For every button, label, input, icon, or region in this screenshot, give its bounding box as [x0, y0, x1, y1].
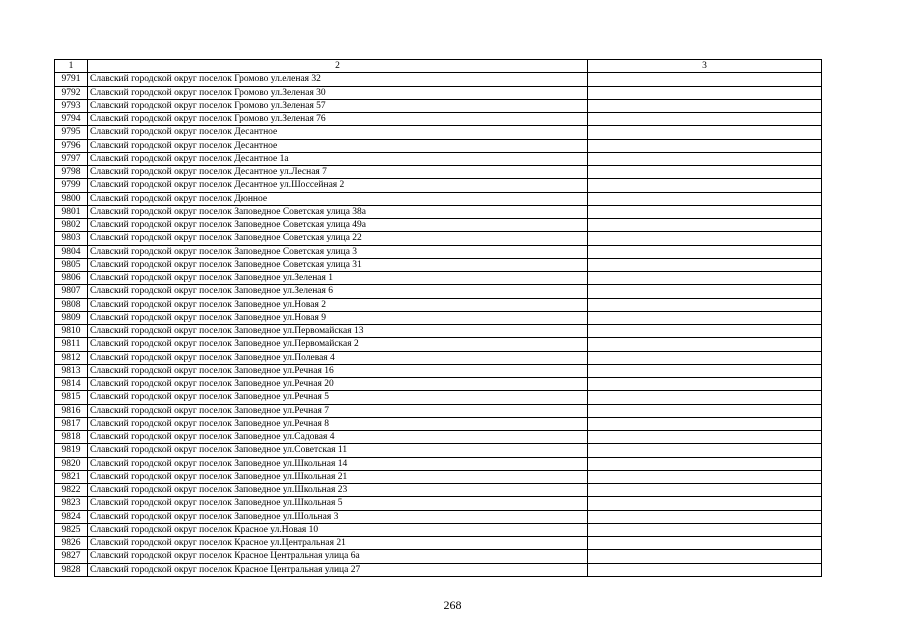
row-number-cell: 9809: [55, 311, 88, 324]
table-row: [55, 86, 822, 99]
address-cell: Славский городской округ поселок Заповедное Советская улица 22: [88, 232, 588, 245]
address-cell: Славский городской округ поселок Громово ул.еленая 32: [88, 73, 588, 86]
note-cell: [588, 391, 822, 404]
address-cell: Славский городской округ поселок Заповедное ул.Школьная 14: [88, 457, 588, 470]
table-row: [55, 523, 822, 536]
table-row: [55, 126, 822, 139]
row-number-cell: 9813: [55, 364, 88, 377]
note-cell: [588, 285, 822, 298]
note-cell: [588, 444, 822, 457]
note-cell: [588, 311, 822, 324]
table-row: [55, 205, 822, 218]
table-row: [55, 272, 822, 285]
address-cell: Славский городской округ поселок Заповедное ул.Зеленая 6: [88, 285, 588, 298]
note-cell: [588, 126, 822, 139]
address-cell: Славский городской округ поселок Десантное ул.Шоссейная 2: [88, 179, 588, 192]
note-cell: [588, 378, 822, 391]
row-number-cell: 9820: [55, 457, 88, 470]
address-cell: Славский городской округ поселок Заповедное ул.Речная 5: [88, 391, 588, 404]
table-body: [55, 60, 822, 577]
address-cell: Славский городской округ поселок Заповедное ул.Советская 11: [88, 444, 588, 457]
table-row: [55, 470, 822, 483]
row-number-cell: 9824: [55, 510, 88, 523]
address-cell: Славский городской округ поселок Красное Центральная улица 27: [88, 563, 588, 576]
note-cell: [588, 417, 822, 430]
table-row: [55, 391, 822, 404]
row-number-cell: 9799: [55, 179, 88, 192]
row-number-cell: 9791: [55, 73, 88, 86]
note-cell: [588, 298, 822, 311]
note-cell: [588, 338, 822, 351]
note-cell: [588, 192, 822, 205]
table-row: [55, 338, 822, 351]
table-row: [55, 497, 822, 510]
address-cell: Славский городской округ поселок Красное ул.Центральная 21: [88, 537, 588, 550]
note-cell: [588, 325, 822, 338]
address-cell: Славский городской округ поселок Заповедное ул.Школьная 21: [88, 470, 588, 483]
note-cell: [588, 219, 822, 232]
note-cell: [588, 272, 822, 285]
table-row: [55, 417, 822, 430]
table-row: [55, 179, 822, 192]
row-number-cell: 9816: [55, 404, 88, 417]
row-number-cell: 9801: [55, 205, 88, 218]
address-cell: Славский городской округ поселок Десантное ул.Лесная 7: [88, 166, 588, 179]
table-row: [55, 311, 822, 324]
row-number-cell: 9808: [55, 298, 88, 311]
table-row: [55, 378, 822, 391]
table-row: [55, 298, 822, 311]
address-cell: Славский городской округ поселок Заповедное ул.Речная 7: [88, 404, 588, 417]
row-number-cell: 9800: [55, 192, 88, 205]
note-cell: [588, 86, 822, 99]
note-cell: [588, 484, 822, 497]
address-table: [54, 59, 822, 577]
note-cell: [588, 563, 822, 576]
column-header-3: 3: [588, 60, 822, 73]
row-number-cell: 9810: [55, 325, 88, 338]
note-cell: [588, 457, 822, 470]
note-cell: [588, 232, 822, 245]
note-cell: [588, 73, 822, 86]
address-cell: Славский городской округ поселок Заповедное ул.Новая 2: [88, 298, 588, 311]
column-header-2: 2: [88, 60, 588, 73]
table-header-row: [55, 60, 822, 73]
table-row: [55, 73, 822, 86]
address-cell: Славский городской округ поселок Десантное: [88, 126, 588, 139]
note-cell: [588, 139, 822, 152]
table-row: [55, 510, 822, 523]
table-row: [55, 258, 822, 271]
table-row: [55, 484, 822, 497]
address-cell: Славский городской округ поселок Десантное 1а: [88, 152, 588, 165]
note-cell: [588, 431, 822, 444]
table-row: [55, 550, 822, 563]
row-number-cell: 9794: [55, 113, 88, 126]
note-cell: [588, 364, 822, 377]
table-row: [55, 325, 822, 338]
note-cell: [588, 152, 822, 165]
note-cell: [588, 550, 822, 563]
address-cell: Славский городской округ поселок Десантное: [88, 139, 588, 152]
address-cell: Славский городской округ поселок Заповедное ул.Речная 8: [88, 417, 588, 430]
table-row: [55, 232, 822, 245]
address-cell: Славский городской округ поселок Заповедное ул.Первомайская 2: [88, 338, 588, 351]
address-cell: Славский городской округ поселок Заповедное ул.Новая 9: [88, 311, 588, 324]
row-number-cell: 9803: [55, 232, 88, 245]
address-cell: Славский городской округ поселок Заповедное Советская улица 3: [88, 245, 588, 258]
note-cell: [588, 510, 822, 523]
table-row: [55, 563, 822, 576]
row-number-cell: 9805: [55, 258, 88, 271]
row-number-cell: 9818: [55, 431, 88, 444]
table-row: [55, 537, 822, 550]
address-cell: Славский городской округ поселок Заповедное ул.Зеленая 1: [88, 272, 588, 285]
row-number-cell: 9804: [55, 245, 88, 258]
note-cell: [588, 258, 822, 271]
table-row: [55, 166, 822, 179]
row-number-cell: 9806: [55, 272, 88, 285]
table-row: [55, 99, 822, 112]
note-cell: [588, 113, 822, 126]
address-cell: Славский городской округ поселок Заповедное ул.Школьная 5: [88, 497, 588, 510]
address-cell: Славский городской округ поселок Заповедное Советская улица 38а: [88, 205, 588, 218]
address-cell: Славский городской округ поселок Заповедное ул.Школьная 23: [88, 484, 588, 497]
row-number-cell: 9815: [55, 391, 88, 404]
table-row: [55, 219, 822, 232]
row-number-cell: 9797: [55, 152, 88, 165]
table-row: [55, 431, 822, 444]
address-cell: Славский городской округ поселок Заповедное Советская улица 49а: [88, 219, 588, 232]
address-cell: Славский городской округ поселок Заповедное ул.Речная 16: [88, 364, 588, 377]
row-number-cell: 9827: [55, 550, 88, 563]
address-cell: Славский городской округ поселок Заповедное Советская улица 31: [88, 258, 588, 271]
row-number-cell: 9817: [55, 417, 88, 430]
table-row: [55, 245, 822, 258]
row-number-cell: 9802: [55, 219, 88, 232]
note-cell: [588, 205, 822, 218]
row-number-cell: 9819: [55, 444, 88, 457]
row-number-cell: 9823: [55, 497, 88, 510]
row-number-cell: 9826: [55, 537, 88, 550]
row-number-cell: 9825: [55, 523, 88, 536]
row-number-cell: 9795: [55, 126, 88, 139]
row-number-cell: 9793: [55, 99, 88, 112]
address-cell: Славский городской округ поселок Заповедное ул.Шольная 3: [88, 510, 588, 523]
table-row: [55, 113, 822, 126]
row-number-cell: 9792: [55, 86, 88, 99]
row-number-cell: 9796: [55, 139, 88, 152]
address-cell: Славский городской округ поселок Заповедное ул.Полевая 4: [88, 351, 588, 364]
table-row: [55, 192, 822, 205]
address-cell: Славский городской округ поселок Красное Центральная улица 6а: [88, 550, 588, 563]
address-cell: Славский городской округ поселок Заповедное ул.Первомайская 13: [88, 325, 588, 338]
note-cell: [588, 179, 822, 192]
row-number-cell: 9821: [55, 470, 88, 483]
row-number-cell: 9798: [55, 166, 88, 179]
address-cell: Славский городской округ поселок Громово ул.Зеленая 30: [88, 86, 588, 99]
column-header-1: 1: [55, 60, 88, 73]
note-cell: [588, 404, 822, 417]
row-number-cell: 9807: [55, 285, 88, 298]
note-cell: [588, 470, 822, 483]
address-cell: Славский городской округ поселок Дюнное: [88, 192, 588, 205]
table-row: [55, 404, 822, 417]
row-number-cell: 9814: [55, 378, 88, 391]
table-row: [55, 444, 822, 457]
address-cell: Славский городской округ поселок Красное ул.Новая 10: [88, 523, 588, 536]
note-cell: [588, 523, 822, 536]
row-number-cell: 9822: [55, 484, 88, 497]
address-cell: Славский городской округ поселок Заповедное ул.Садовая 4: [88, 431, 588, 444]
note-cell: [588, 351, 822, 364]
address-cell: Славский городской округ поселок Громово ул.Зеленая 76: [88, 113, 588, 126]
row-number-cell: 9812: [55, 351, 88, 364]
note-cell: [588, 99, 822, 112]
note-cell: [588, 497, 822, 510]
table-row: [55, 364, 822, 377]
note-cell: [588, 166, 822, 179]
row-number-cell: 9811: [55, 338, 88, 351]
address-cell: Славский городской округ поселок Заповедное ул.Речная 20: [88, 378, 588, 391]
table-row: [55, 351, 822, 364]
page-number: 268: [443, 598, 462, 612]
document-page: [54, 59, 821, 577]
row-number-cell: 9828: [55, 563, 88, 576]
note-cell: [588, 537, 822, 550]
table-row: [55, 285, 822, 298]
note-cell: [588, 245, 822, 258]
table-row: [55, 457, 822, 470]
table-row: [55, 152, 822, 165]
table-row: [55, 139, 822, 152]
address-cell: Славский городской округ поселок Громово ул.Зеленая 57: [88, 99, 588, 112]
